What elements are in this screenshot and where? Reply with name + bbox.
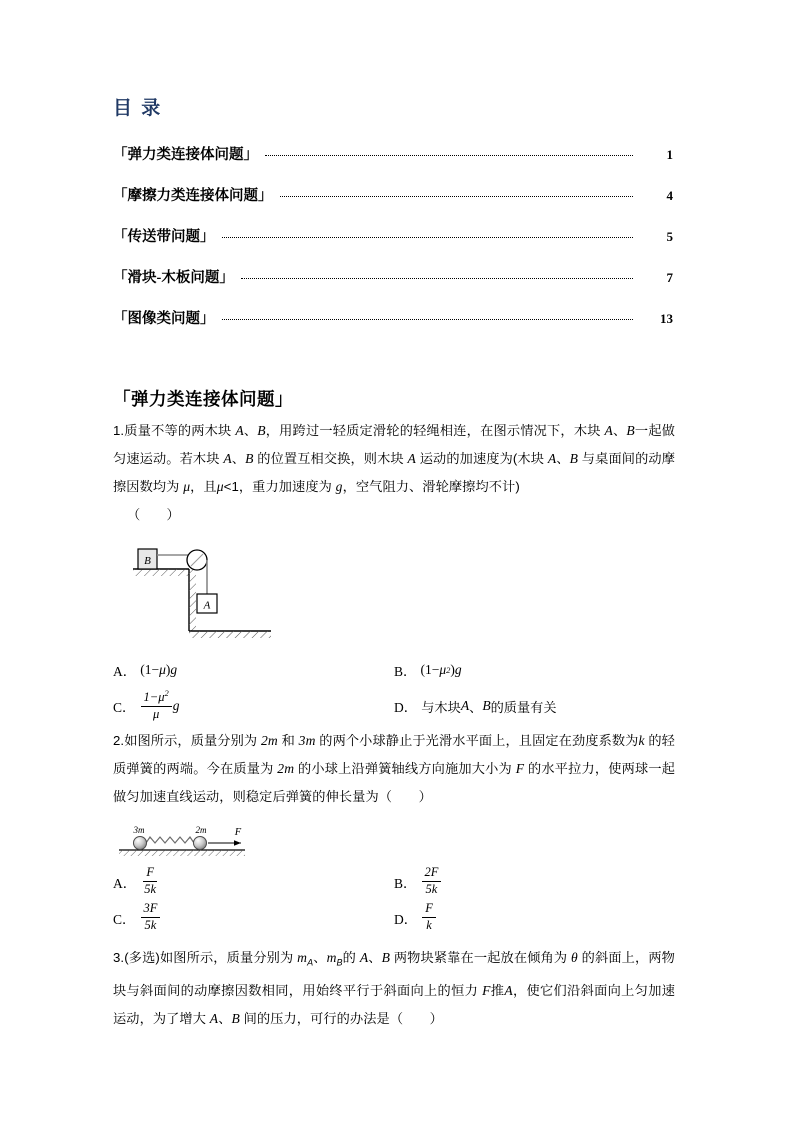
- option-a-tag: A．: [113, 876, 137, 891]
- option-a-tag: A．: [113, 664, 137, 679]
- q3-t1: 3.(多选)如图所示，质量分别为: [113, 950, 298, 965]
- q3-var-A2: A: [504, 982, 513, 998]
- question-2-text: [113, 727, 675, 811]
- option-c-tag: C．: [113, 700, 136, 715]
- q2-t2: 和: [277, 733, 299, 748]
- q1-t1: 1.质量不等的两木块: [113, 423, 236, 438]
- fraction-numerator: 3F: [141, 902, 161, 917]
- q1-var-A3: A: [223, 451, 232, 466]
- block-a-label: A: [203, 599, 211, 612]
- option-b[interactable]: [394, 652, 675, 688]
- force-label: F: [234, 827, 242, 838]
- toc-entry-page: 4: [666, 188, 673, 203]
- toc-entry[interactable]: [113, 225, 673, 266]
- q1-var-A: A: [235, 423, 244, 438]
- fraction-numerator: $1-\mu^2$: [141, 689, 172, 706]
- q3-var-theta: θ: [571, 950, 578, 965]
- toc-dot-leader: [280, 188, 634, 200]
- option-c-tag: C．: [113, 912, 136, 927]
- option-c-body: [140, 903, 162, 932]
- q3-t5: 两物块紧靠在一起放在倾角为: [390, 950, 572, 965]
- toc-entry-label: 「图像类问题」: [113, 311, 215, 327]
- toc-list: [113, 143, 673, 348]
- left-ball-label: 3m: [133, 825, 145, 835]
- q1-t2: 、: [243, 423, 258, 438]
- option-d-tag: D．: [394, 700, 418, 715]
- q3-t3: 的: [342, 950, 360, 965]
- fraction-numerator: 2F: [422, 866, 442, 881]
- option-b-tag: B．: [394, 664, 417, 679]
- question-3: [113, 944, 675, 1033]
- right-ball-label: 2m: [195, 825, 207, 835]
- question-2-options: [113, 864, 675, 936]
- q1-var-B4: B: [569, 451, 579, 466]
- section-heading: 「弹力类连接体问题」: [113, 389, 293, 409]
- fraction: [422, 866, 442, 895]
- q3-t10: 斜面向上匀加速运动，为了增大: [113, 982, 676, 1026]
- toc-entry-label: 「摩擦力类连接体问题」: [113, 188, 273, 204]
- toc-entry-page: 7: [666, 270, 673, 285]
- spring-two-balls-diagram: [113, 824, 263, 858]
- q2-var-3m: 3m: [298, 733, 316, 748]
- q1-t12: ，且: [190, 479, 217, 494]
- fraction-denominator: μ: [152, 706, 160, 721]
- q3-t2: 、: [313, 950, 327, 965]
- q3-t6: 的斜面: [577, 950, 622, 965]
- option-b-body: [421, 867, 443, 896]
- q1-t14: ，空气阻力、滑轮摩擦均不计): [342, 479, 520, 494]
- q1-t9: 、: [556, 451, 570, 466]
- q3-t7: 上，两物块与斜面间的动摩擦因数相同，用始终平行于斜面向上的恒力: [113, 950, 675, 998]
- toc-title: 目 录: [113, 98, 163, 119]
- q1-t7: 的位置互相交换，则木块: [253, 451, 408, 466]
- q1-var-B3: B: [245, 451, 254, 466]
- option-b[interactable]: [394, 864, 675, 900]
- option-d[interactable]: [394, 688, 675, 724]
- question-1-answer-bracket[interactable]: （ ）: [127, 507, 180, 522]
- fraction-denominator: k: [426, 917, 432, 932]
- block-b-label: B: [144, 555, 151, 567]
- q1-t6: 、: [231, 451, 246, 466]
- toc-entry[interactable]: [113, 307, 673, 348]
- q3-sub-B: B: [336, 957, 343, 968]
- q1-var-mu: μ: [183, 479, 191, 494]
- q1-t8: 运动的加速度为(木块: [415, 451, 548, 466]
- q3-sub-A: A: [307, 957, 314, 968]
- q3-t12: 间的压力，可行的办法是（ ）: [239, 1010, 443, 1026]
- q2-t4: 的轻质弹簧的两端。今在质量为: [113, 733, 675, 776]
- q3-t4: 、: [368, 950, 382, 965]
- q2-t6: 的水平拉力，: [524, 761, 609, 776]
- option-c[interactable]: [113, 688, 394, 724]
- pulley-table-diagram: [133, 536, 273, 644]
- q2-var-2m2: 2m: [277, 761, 295, 776]
- option-a-body: (1− μ ) g: [140, 662, 178, 677]
- q1-t4: 、: [612, 423, 627, 438]
- fraction-numerator: F: [422, 902, 436, 917]
- toc-entry-page: 5: [666, 229, 673, 244]
- q3-var-B2: B: [231, 1010, 240, 1026]
- q1-t11: 桌面间的动摩擦因数均为: [113, 451, 675, 494]
- question-1: [113, 417, 675, 529]
- fraction-denominator: 5k: [144, 881, 157, 896]
- toc-entry[interactable]: [113, 266, 673, 307]
- fraction: [141, 866, 159, 895]
- toc-dot-leader: [222, 311, 634, 323]
- q3-t11: 、: [218, 1010, 232, 1026]
- option-d-tag: D．: [394, 912, 418, 927]
- fraction-numerator: F: [143, 866, 157, 881]
- q3-var-B: B: [381, 950, 391, 965]
- q2-var-2m: 2m: [260, 733, 278, 748]
- q2-var-k: k: [638, 733, 645, 748]
- fraction: [141, 689, 172, 720]
- toc-entry-label: 「滑块-木板问题」: [113, 270, 234, 286]
- q3-t9: ，使它们沿: [512, 982, 581, 998]
- toc-entry[interactable]: [113, 143, 673, 184]
- q1-t3: ，用跨过一轻质定滑轮的轻绳相连，在图示情况下，木块: [265, 423, 605, 438]
- option-d[interactable]: [394, 900, 675, 936]
- q3-var-m: m: [297, 950, 308, 965]
- q1-var-mu2: μ: [216, 479, 224, 494]
- q2-t5: 的小球上沿弹簧轴线方向施加大小为: [294, 761, 516, 776]
- q1-var-B: B: [257, 423, 266, 438]
- option-a-body: [140, 867, 160, 896]
- toc-dot-leader: [241, 270, 633, 282]
- question-3-text: [113, 944, 675, 1033]
- toc-dot-leader: [265, 147, 633, 159]
- option-a[interactable]: [113, 864, 394, 900]
- option-b-body: (1− μ 2 ) g: [420, 662, 462, 677]
- fraction-denominator: 5k: [144, 917, 157, 932]
- toc-entry-label: 「弹力类连接体问题」: [113, 147, 258, 163]
- question-1-text: [113, 417, 675, 501]
- q3-var-F: F: [482, 982, 491, 998]
- option-a[interactable]: [113, 652, 394, 688]
- q1-var-A4: A: [407, 451, 416, 466]
- q3-var-A: A: [359, 950, 369, 965]
- q2-t1: 2.如图所示，质量分别为: [113, 733, 261, 748]
- question-1-options: [113, 652, 675, 724]
- q3-var-m2: m: [326, 950, 337, 965]
- fraction: [141, 902, 161, 931]
- fraction: [422, 902, 436, 931]
- fraction-denominator: 5k: [425, 881, 438, 896]
- q1-var-B2: B: [626, 423, 635, 438]
- option-b-tag: B．: [394, 876, 417, 891]
- option-c-body: $\frac{1-\mu^2}{\mu}$ g: [140, 690, 180, 721]
- q2-t3: 的两个小球静止于光滑水平面上，且固定在劲度系数为: [315, 733, 639, 748]
- q2-var-F: F: [515, 761, 525, 776]
- q1-t13: <1，重力加速度为: [223, 479, 336, 494]
- q3-var-A3: A: [209, 1010, 219, 1026]
- toc-entry-page: 13: [660, 311, 673, 326]
- q1-t5: 一起做匀速运动。若木块: [113, 423, 675, 466]
- question-2: [113, 727, 675, 811]
- option-d-body: 与木块 A 、 B 的质量有关: [421, 698, 557, 715]
- q1-var-g: g: [335, 479, 343, 494]
- toc-dot-leader: [222, 229, 634, 241]
- q2-t7: 使两球一起做匀加速直线运动，则稳定后弹簧的伸长量为（ ）: [113, 761, 676, 804]
- q1-var-A5: A: [547, 451, 557, 466]
- option-d-body: [421, 903, 437, 932]
- q1-var-A2: A: [604, 423, 613, 438]
- toc-entry-page: 1: [666, 147, 673, 162]
- toc-entry-label: 「传送带问题」: [113, 229, 215, 245]
- toc-entry[interactable]: [113, 184, 673, 225]
- q3-t8: 推: [490, 982, 505, 998]
- q1-t10: 与: [578, 451, 596, 466]
- option-c[interactable]: [113, 900, 394, 936]
